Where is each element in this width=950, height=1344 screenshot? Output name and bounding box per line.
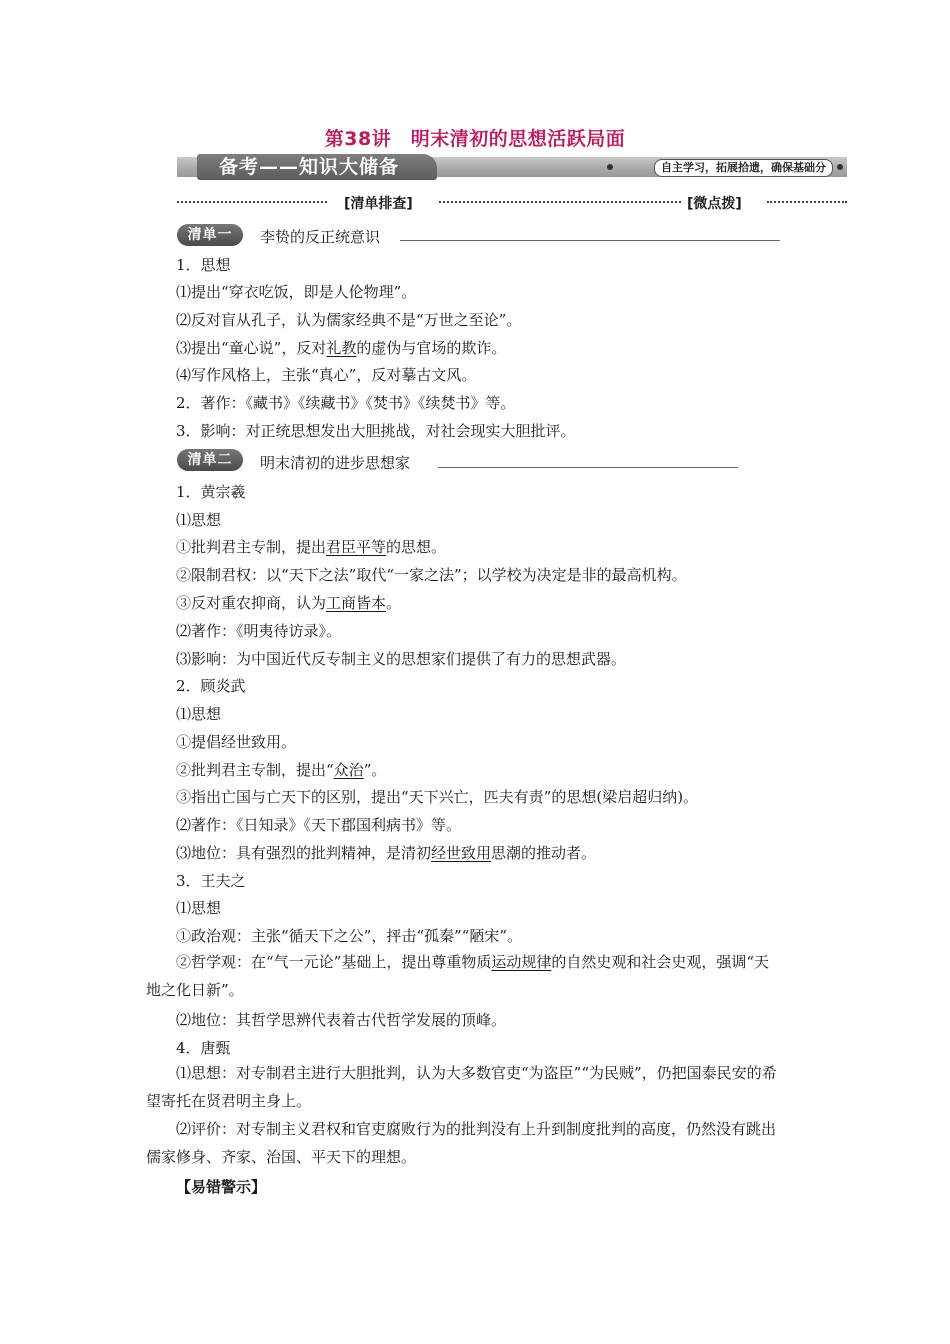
text-line: ⑴提出“穿衣吃饭，即是人伦物理”。 bbox=[176, 283, 417, 301]
text-line: 2．著作：《藏书》《续藏书》《焚书》《续焚书》等。 bbox=[176, 394, 516, 412]
text-line: ①批判君主专制，提出君臣平等的思想。 bbox=[176, 538, 447, 556]
text-line: ⑵著作：《明夷待访录》。 bbox=[176, 622, 342, 640]
key-term: 经世致用 bbox=[431, 844, 492, 862]
dotted-rule bbox=[767, 201, 847, 203]
list-title-2: 明末清初的进步思想家 bbox=[260, 454, 411, 472]
section-divider bbox=[177, 193, 847, 211]
page-title: 第38讲 明末清初的思想活跃局面 bbox=[324, 128, 626, 150]
section-label-tips: [微点拨] bbox=[685, 193, 744, 213]
text-line: ⑵著作：《日知录》《天下郡国利病书》等。 bbox=[176, 816, 462, 834]
dotted-rule bbox=[439, 201, 681, 203]
list-badge-1: 清单一 bbox=[177, 224, 243, 246]
text-line: ⑶地位：具有强烈的批判精神，是清初经世致用思潮的推动者。 bbox=[176, 844, 597, 862]
section-label-checklist: [清单排查] bbox=[342, 193, 415, 213]
key-term: 众治 bbox=[333, 761, 364, 779]
banner-heading: 备考——知识大储备 bbox=[197, 154, 437, 180]
dot-icon bbox=[607, 164, 613, 170]
text-paragraph: ②哲学观：在“气一元论”基础上，提出尊重物质运动规律的自然史观和社会史观，强调“天地之化日新”。 bbox=[146, 953, 770, 999]
text-paragraph: ⑴思想：对专制君主进行大胆批判，认为大多数官吏“为盗臣”“为民贼”，仍把国泰民安的希望寄托在贤君明主身上。 bbox=[146, 1064, 777, 1110]
text-line: ⑷写作风格上，主张“真心”，反对摹古文风。 bbox=[176, 366, 477, 384]
warning-heading: 【易错警示】 bbox=[176, 1178, 267, 1196]
title-rule bbox=[438, 467, 738, 468]
text-line: ②限制君权：以“天下之法”取代“一家之法”；以学校为决定是非的最高机构。 bbox=[176, 566, 687, 584]
text-line: 1．思想 bbox=[176, 256, 231, 274]
text-line: ①政治观：主张“循天下之公”，抨击“孤秦”“陋宋”。 bbox=[176, 927, 523, 945]
text-line: ②批判君主专制，提出“众治”。 bbox=[176, 761, 387, 779]
text-line: ⑵反对盲从孔子，认为儒家经典不是“万世之至论”。 bbox=[176, 311, 522, 329]
banner-tagline: 自主学习，拓展拾遗，确保基础分 bbox=[654, 159, 833, 177]
key-term: 礼教 bbox=[326, 339, 357, 357]
text-line: 4．唐甄 bbox=[176, 1039, 231, 1057]
title-rule bbox=[400, 240, 780, 241]
text-line: 1．黄宗羲 bbox=[176, 483, 246, 501]
section-banner bbox=[177, 154, 847, 180]
text-line: ①提倡经世致用。 bbox=[176, 733, 297, 751]
dotted-rule bbox=[177, 201, 327, 203]
key-term: 君臣平等 bbox=[326, 538, 387, 556]
list-title-1: 李贽的反正统意识 bbox=[260, 228, 381, 246]
text-line: ③指出亡国与亡天下的区别，提出“天下兴亡，匹夫有责”的思想(梁启超归纳)。 bbox=[176, 788, 699, 806]
list-badge-2: 清单二 bbox=[177, 449, 243, 471]
key-term: 运动规律 bbox=[491, 953, 552, 971]
text-line: ⑶提出“童心说”，反对礼教的虚伪与官场的欺诈。 bbox=[176, 339, 507, 357]
text-line: 2．顾炎武 bbox=[176, 677, 246, 695]
dot-icon bbox=[837, 164, 843, 170]
text-line: ⑶影响：为中国近代反专制主义的思想家们提供了有力的思想武器。 bbox=[176, 650, 627, 668]
text-line: ⑴思想 bbox=[176, 705, 222, 723]
text-line: ⑴思想 bbox=[176, 511, 222, 529]
text-line: 3．王夫之 bbox=[176, 872, 246, 890]
text-line: ⑴思想 bbox=[176, 899, 222, 917]
text-line: ⑵地位：其哲学思辨代表着古代哲学发展的顶峰。 bbox=[176, 1011, 507, 1029]
text-line: 3．影响：对正统思想发出大胆挑战，对社会现实大胆批评。 bbox=[176, 422, 576, 440]
text-line: ③反对重农抑商，认为工商皆本。 bbox=[176, 594, 402, 612]
text-paragraph: ⑵评价：对专制主义君权和官吏腐败行为的批判没有上升到制度批判的高度，仍然没有跳出儒家修身、齐家、治国、平天下的理想。 bbox=[146, 1120, 777, 1166]
key-term: 工商皆本 bbox=[326, 594, 387, 612]
